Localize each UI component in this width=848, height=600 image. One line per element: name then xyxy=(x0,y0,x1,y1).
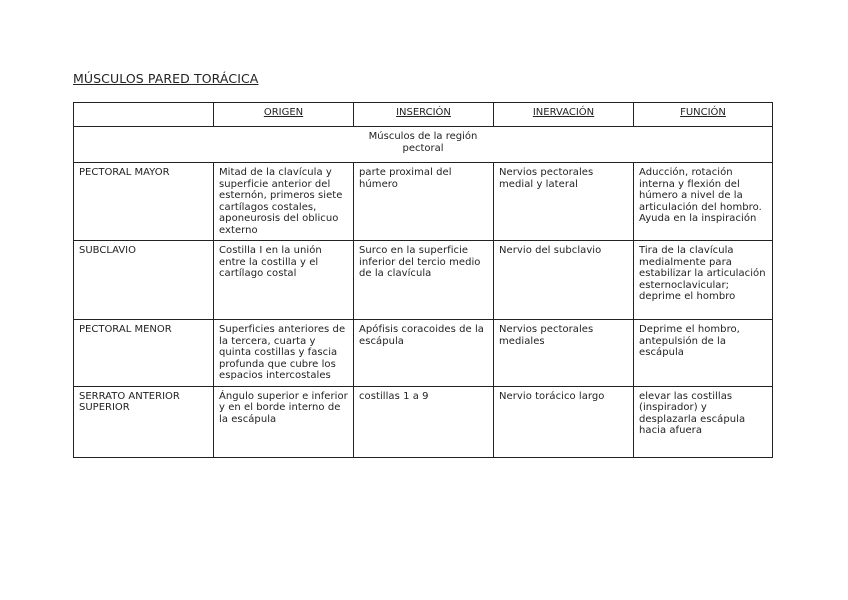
region-row xyxy=(74,127,773,163)
header-inervacion: INERVACIÓN xyxy=(494,103,634,127)
inervacion-cell: Nervio torácico largo xyxy=(494,386,634,457)
funcion-cell: Deprime el hombro, antepulsión de la escápula xyxy=(634,320,773,387)
muscle-name: PECTORAL MENOR xyxy=(74,320,214,387)
table-row xyxy=(74,241,773,320)
insercion-cell: Surco en la superficie inferior del tercio medio de la clavícula xyxy=(354,241,494,320)
muscle-name: PECTORAL MAYOR xyxy=(74,163,214,241)
document-title: MÚSCULOS PARED TORÁCICA xyxy=(73,71,259,86)
header-funcion: FUNCIÓN xyxy=(634,103,773,127)
table-header-row xyxy=(74,103,773,127)
funcion-cell: Tira de la clavícula medialmente para estabilizar la articulación esternoclavicular; deprime el hombro xyxy=(634,241,773,320)
region-label-text: Músculos de la región pectoral xyxy=(368,131,478,154)
funcion-cell: Aducción, rotación interna y flexión del húmero a nivel de la articulación del hombro. Ayuda en la inspiración xyxy=(634,163,773,241)
header-insercion: INSERCIÓN xyxy=(354,103,494,127)
inervacion-cell: Nervios pectorales medial y lateral xyxy=(494,163,634,241)
insercion-cell: costillas 1 a 9 xyxy=(354,386,494,457)
origen-cell: Superficies anteriores de la tercera, cuarta y quinta costillas y fascia profunda que cubre los espacios intercostales xyxy=(214,320,354,387)
inervacion-cell: Nervio del subclavio xyxy=(494,241,634,320)
muscle-name: SUBCLAVIO xyxy=(74,241,214,320)
insercion-cell: parte proximal del húmero xyxy=(354,163,494,241)
muscle-name: SERRATO ANTERIOR SUPERIOR xyxy=(74,386,214,457)
table-row xyxy=(74,386,773,457)
insercion-cell: Apófisis coracoides de la escápula xyxy=(354,320,494,387)
inervacion-cell: Nervios pectorales mediales xyxy=(494,320,634,387)
funcion-cell: elevar las costillas (inspirador) y desplazarla escápula hacia afuera xyxy=(634,386,773,457)
origen-cell: Costilla I en la unión entre la costilla y el cartílago costal xyxy=(214,241,354,320)
table-row xyxy=(74,163,773,241)
origen-cell: Ángulo superior e inferior y en el borde interno de la escápula xyxy=(214,386,354,457)
origen-cell: Mitad de la clavícula y superficie anterior del esternón, primeros siete cartílagos costales, aponeurosis del oblicuo externo xyxy=(214,163,354,241)
muscles-table xyxy=(73,102,773,458)
header-empty-cell xyxy=(74,103,214,127)
header-origen: ORIGEN xyxy=(214,103,354,127)
region-label xyxy=(74,127,773,163)
table-row xyxy=(74,320,773,387)
